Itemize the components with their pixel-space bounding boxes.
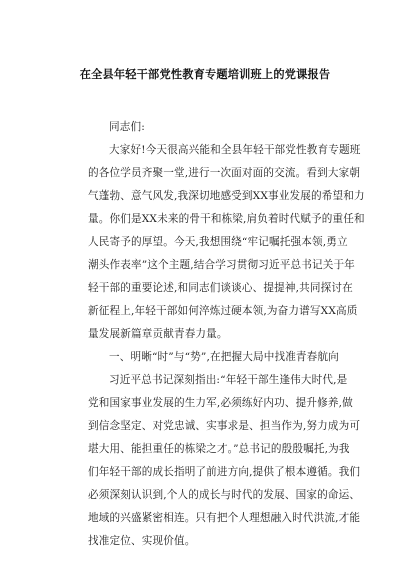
paragraph-line: 习近平总书记深刻指出:“年轻干部生逢伟大时代,是	[109, 374, 348, 386]
paragraph-line: 党和国家事业发展的生力军,必须练好内功、提升修养,做	[88, 397, 353, 409]
paragraph-line: 潮头作表率”这个主题,结合学习贯彻习近平总书记关于年	[88, 259, 355, 271]
paragraph-line: 必须深刻认识到,个人的成长与时代的发展、国家的命运、	[88, 489, 361, 501]
paragraph-line: 们年轻干部的成长指明了前进方向,提供了根本遵循。我们	[88, 466, 361, 478]
paragraph-line: 新征程上,年轻干部如何淬炼过硬本领,为奋力谱写XX高质	[88, 305, 358, 317]
paragraph-line: 轻干部的重要论述,和同志们谈谈心、提提神,共同探讨在	[88, 282, 353, 294]
paragraph-line: 量发展新篇章贡献青春力量。	[88, 328, 228, 340]
paragraph-line: 地域的兴盛紧密相连。只有把个人理想融入时代洪流,才能	[88, 512, 361, 524]
paragraph-line: 大家好!今天很高兴能和全县年轻干部党性教育专题班	[109, 144, 361, 156]
document-title: 在全县年轻干部党性教育专题培训班上的党课报告	[79, 68, 331, 81]
paragraph-line: 人民寄予的厚望。今天,我想围绕“牢记嘱托强本领,勇立	[88, 236, 348, 248]
salutation-line: 同志们:	[109, 121, 145, 133]
document-body	[88, 116, 365, 553]
paragraph-line: 找准定位、实现价值。	[88, 535, 196, 547]
paragraph-line: 的各位学员齐聚一堂,进行一次面对面的交流。看到大家朝	[88, 167, 361, 179]
paragraph-line: 气蓬勃、意气风发,我深切地感受到XX事业发展的希望和力	[88, 190, 365, 202]
paragraph-line: 堪大用、能担重任的栋梁之才。”总书记的殷殷嘱托,为我	[88, 443, 350, 455]
paragraph-line: 到信念坚定、对党忠诚、实事求是、担当作为,努力成为可	[88, 420, 361, 432]
section-heading-line: 一、明晰“时”与“势”,在把握大局中找准青春航向	[109, 351, 339, 363]
paragraph-line: 量。你们是XX未来的骨干和栋梁,肩负着时代赋予的重任和	[88, 213, 365, 225]
